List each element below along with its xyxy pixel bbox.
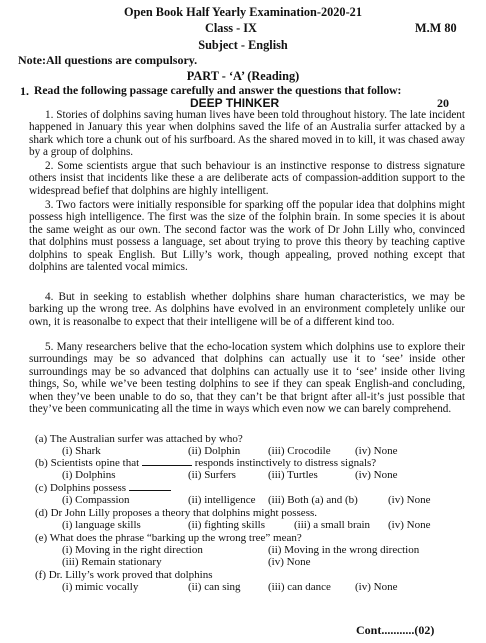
mcq-b-option-1: (i) Dolphins — [62, 469, 116, 481]
mcq-b-stem-start: (b) Scientists opine that — [35, 457, 140, 469]
note: Note:All questions are compulsory. — [18, 53, 198, 67]
mcq-d-option-2: (ii) fighting skills — [188, 519, 265, 531]
mcq-b-stem — [35, 457, 376, 469]
mcq-c-stem — [35, 482, 171, 494]
answer-blank — [129, 482, 171, 491]
subject: Subject - English — [198, 38, 288, 52]
answer-blank — [142, 457, 192, 466]
mcq-b-stem-end: responds instinctively to distress signals? — [194, 457, 377, 469]
mcq-e-stem: (e) What does the phrase “barking up the wrong tree” mean? — [35, 532, 302, 544]
mcq-b-option-2: (ii) Surfers — [188, 469, 236, 481]
mcq-f-stem: (f) Dr. Lilly’s work proved that dolphins — [35, 569, 213, 581]
mcq-d-stem: (d) Dr John Lilly proposes a theory that dolphins might possess. — [35, 507, 318, 519]
passage-title: DEEP THINKER — [190, 96, 280, 110]
mcq-e-option-1: (i) Moving in the right direction — [62, 544, 203, 556]
passage-paragraph-3: 3. Two factors were initially responsible for sparking off the popular idea that dolphins might possess high intelligence. The first was the size of the folphin brain. In some species it is about the same weight as our own. The second factor was the work of Dr John Lilly who, convinced that dolphins must possess a language, set about trying to prove this theory by teaching captive dolphins to speak English. But Lilly’s work, though appealing, proved nothing except that dolphins are talented vocal mimics. — [29, 199, 465, 274]
passage-marks: 20 — [437, 96, 449, 110]
mcq-f-option-2: (ii) can sing — [188, 581, 241, 593]
passage-paragraph-1: 1. Stories of dolphins saving human lives have been told throughout history. The late incident happened in January this year when dolphins saved the life of an Australia surfer attacked by a shark which tore a chunk out of his surfboard. As the shared moved in to kill, it was chased away by a group of dolphins. — [29, 109, 465, 159]
continued-marker: Cont...........(02) — [356, 623, 435, 637]
mcq-a-option-1: (i) Shark — [62, 445, 101, 457]
mcq-c-option-1: (i) Compassion — [62, 494, 130, 506]
max-marks: M.M 80 — [415, 21, 457, 35]
mcq-d-option-4: (iv) None — [388, 519, 431, 531]
mcq-a-option-4: (iv) None — [355, 445, 398, 457]
mcq-f-option-3: (iii) can dance — [268, 581, 331, 593]
mcq-c-option-4: (iv) None — [388, 494, 431, 506]
mcq-c-option-3: (iii) Both (a) and (b) — [268, 494, 358, 506]
mcq-d-option-1: (i) language skills — [62, 519, 141, 531]
mcq-a-option-2: (ii) Dolphin — [188, 445, 241, 457]
mcq-c-option-2: (ii) intelligence — [188, 494, 256, 506]
mcq-d-option-3: (iii) a small brain — [294, 519, 371, 531]
mcq-a-option-3: (iii) Crocodile — [268, 445, 331, 457]
part-heading: PART - ‘A’ (Reading) — [186, 69, 300, 83]
mcq-b-option-3: (iii) Turtles — [268, 469, 318, 481]
class-label: Class - IX — [205, 21, 257, 35]
mcq-c-stem-text: (c) Dolphins possess — [35, 482, 127, 494]
mcq-a-stem: (a) The Australian surfer was attached by who? — [35, 433, 243, 445]
question-number: 1. — [20, 84, 29, 98]
passage-paragraph-2: 2. Some scientists argue that such behaviour is an instinctive response to distress signature others insist that incidents like these a are deliberate acts of compassion-addition support to the widespread befief that dolphins are highly intelligent. — [29, 160, 465, 197]
mcq-e-option-4: (iv) None — [268, 556, 311, 568]
mcq-b-option-4: (iv) None — [355, 469, 398, 481]
mcq-e-option-3: (iii) Remain stationary — [62, 556, 162, 568]
passage-paragraph-5: 5. Many researchers belive that the echo-location system which dolphins use to explore their surroundings may be so advanced that dolphins can actually use it to ‘see’ inside other surroundings may be so advanced that dolphins can actually use it to ‘see’ inside other living things, So, while we’ve been testing dolphins to see if they can speak English-and concluding, when they’ve been unable to do so, that they can’t be that brignt after all-it’s just possible that they’ve been communicating all the time in ways which even now we can barely comprehend. — [29, 341, 465, 416]
exam-title: Open Book Half Yearly Examination-2020-21 — [124, 5, 362, 19]
passage-paragraph-4: 4. But in seeking to establish whether dolphins share human characteristics, we may be barking up the wrong tree. As dolphins have evolved in an environment completely unlike our own, it is reasonalbe to expect that their intelligene will be of a different kind too. — [29, 291, 465, 328]
question-instruction: Read the following passage carefully and answer the questions that follow: — [34, 84, 402, 97]
mcq-e-option-2: (ii) Moving in the wrong direction — [268, 544, 420, 556]
mcq-f-option-4: (iv) None — [355, 581, 398, 593]
mcq-f-option-1: (i) mimic vocally — [62, 581, 139, 593]
